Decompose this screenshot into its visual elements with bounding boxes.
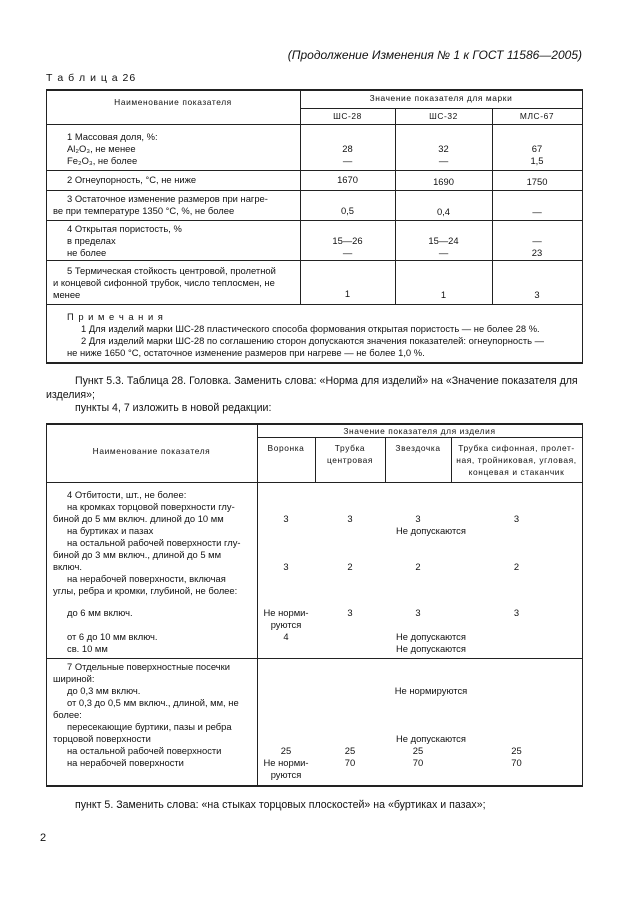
- t26-r1-w2: —: [438, 155, 449, 166]
- t26-r1-w3: 1,5: [530, 155, 544, 166]
- t28-r4-l12: св. 10 мм: [67, 643, 108, 654]
- paragraph-5-3-cont: изделия»;: [46, 389, 95, 401]
- t28-r7-l4: от 0,3 до 0,5 мм включ., длиной, мм, не: [67, 697, 239, 708]
- t28-r4-l1: 4 Отбитости, шт., не более:: [67, 489, 187, 500]
- t28-col-tube: Трубка: [334, 443, 366, 453]
- t28-r4-l7-v1: 3: [283, 561, 289, 572]
- t28-r7-l3-v: Не нормируются: [394, 685, 468, 696]
- table26-caption: Т а б л и ц а 26: [46, 72, 137, 84]
- t28-r4-l3: биной до 5 мм включ. длиной до 10 мм: [53, 513, 224, 524]
- t28-r4-l10-v3: 3: [415, 607, 421, 618]
- t28-r4-l7: включ.: [53, 561, 82, 572]
- t28-r4-l7-v2: 2: [347, 561, 353, 572]
- t26-col-name: Наименование показателя: [114, 97, 232, 107]
- t28-r7-l8-v1: 25: [280, 745, 292, 756]
- paragraph-item-5: пункт 5. Заменить слова: «на стыках торцовых плоскостей» на «буртиках и пазах»;: [75, 799, 486, 811]
- t26-r4-l3: не более: [67, 247, 107, 258]
- t28-r4-l7-v3: 2: [415, 561, 421, 572]
- t28-col-star: Звездочка: [395, 443, 441, 453]
- page-number: 2: [40, 832, 47, 844]
- t26-r5-v1: 1: [344, 288, 351, 299]
- t26-notes-title: П р и м е ч а н и я: [67, 311, 164, 322]
- t26-r1-w1: —: [342, 155, 353, 166]
- t28-r7-l9-v4: 70: [511, 757, 522, 768]
- t26-r4-w1: —: [342, 247, 353, 258]
- t28-r4-l11-v2: Не допускаются: [396, 631, 466, 642]
- t28-col-siphon-1: Трубка сифонная, пролет-: [458, 443, 575, 453]
- t26-r2-v3: 1750: [526, 176, 548, 187]
- t28-r7-l8-v2: 25: [344, 745, 356, 756]
- t28-r4-l8: на нерабочей поверхности, включая: [67, 573, 226, 584]
- t26-col-group: Значение показателя для марки: [369, 93, 513, 103]
- t26-r3-v3: —: [532, 206, 542, 217]
- t28-r7-l1: 7 Отдельные поверхностные посечки: [67, 661, 230, 672]
- t28-r4-l4-v: Не допускаются: [396, 525, 466, 536]
- t26-r2-v1: 1670: [337, 174, 358, 185]
- t26-r1-v2: 32: [438, 143, 449, 154]
- t28-r4-l5: на остальной рабочей поверхности глу-: [67, 537, 241, 548]
- t28-r4-l11-v1: 4: [283, 631, 289, 642]
- t28-col-funnel: Воронка: [267, 443, 305, 453]
- t28-r7-l8-v4: 25: [511, 745, 522, 756]
- t28-col-tube-2: центровая: [326, 455, 374, 465]
- t26-mark-2: ШС-32: [429, 111, 458, 121]
- t26-r2-title: 2 Огнеупорность, °С, не ниже: [67, 174, 197, 185]
- t26-r1-al2o3: Al₂O₃, не менее: [67, 143, 136, 154]
- t26-r3-v2: 0,4: [436, 206, 451, 217]
- t28-r4-l2: на кромках торцовой поверхности глу-: [67, 501, 235, 512]
- t26-r1-v3: 67: [531, 143, 543, 154]
- t28-r7-l7-v: Не допускаются: [396, 733, 466, 744]
- t26-r4-l2: в пределах: [67, 235, 116, 246]
- t28-r4-l3-v4: 3: [513, 513, 520, 524]
- t28-r4-l3-v3: 3: [415, 513, 421, 524]
- t26-r3-l2: ве при температуре 1350 °С, %, не более: [53, 205, 235, 216]
- t28-r4-l11: от 6 до 10 мм включ.: [67, 631, 158, 642]
- t28-r4-l10: до 6 мм включ.: [67, 607, 133, 618]
- t28-r4-l12-v: Не допускаются: [396, 643, 466, 654]
- page-header: (Продолжение Изменения № 1 к ГОСТ 11586—2005): [287, 48, 582, 62]
- t28-r4-l6: биной до 3 мм включ., длиной до 5 мм: [53, 549, 222, 560]
- t26-r1-v1: 28: [342, 143, 353, 154]
- t28-r7-l9-v2: 70: [344, 757, 356, 768]
- t28-r7-l9: на нерабочей поверхности: [67, 757, 184, 768]
- t26-r4-v3: —: [532, 235, 542, 246]
- t26-mark-1: ШС-28: [333, 111, 362, 121]
- t26-r4-w3: 23: [531, 247, 543, 258]
- t28-r7-l7: торцовой поверхности: [53, 733, 151, 744]
- t28-r7-l8-v3: 25: [412, 745, 424, 756]
- t28-r7-l6: пересекающие буртики, пазы и ребра: [67, 721, 232, 732]
- t28-r4-l10-v2: 3: [347, 607, 353, 618]
- t26-note-1: 1 Для изделий марки ШС-28 пластического способа формования открытая пористость — не более 28 %.: [81, 323, 540, 334]
- t28-col-siphon-2: ная, тройниковая, угловая,: [456, 455, 577, 465]
- t28-r4-l10-v1: Не норми-: [263, 607, 309, 618]
- t28-r4-l10-v1b: руются: [270, 619, 302, 630]
- t28-r7-l2: шириной:: [53, 673, 95, 684]
- t28-r7-l9-v1: Не норми-: [263, 757, 309, 768]
- t28-r7-l9-v1b: руются: [270, 769, 302, 780]
- t28-r4-l3-v2: 3: [347, 513, 353, 524]
- paragraph-items-4-7: пункты 4, 7 изложить в новой редакции:: [75, 402, 272, 414]
- t26-r3-v1: 0,5: [340, 205, 355, 216]
- t26-r4-l1: 4 Открытая пористость, %: [67, 223, 182, 234]
- t28-col-siphon-3: концевая и стаканчик: [468, 467, 565, 477]
- t26-r4-v2: 15—24: [428, 235, 459, 246]
- t26-r5-v2: 1: [440, 289, 447, 300]
- t26-r4-w2: —: [438, 247, 449, 258]
- t28-r7-l9-v3: 70: [412, 757, 424, 768]
- t26-r1-fe2o3: Fe₂O₃, не более: [67, 155, 138, 166]
- paragraph-5-3: Пункт 5.3. Таблица 28. Головка. Заменить слова: «Норма для изделий» на «Значение показателя для: [75, 375, 578, 387]
- t26-r5-l1: 5 Термическая стойкость центровой, пролетной: [67, 265, 276, 276]
- t26-r3-l1: 3 Остаточное изменение размеров при нагре-: [67, 193, 268, 204]
- t26-r4-v1: 15—26: [332, 235, 363, 246]
- t28-r7-l3: до 0,3 мм включ.: [67, 685, 141, 696]
- t28-col-group: Значение показателя для изделия: [343, 426, 496, 436]
- t28-r4-l9: углы, ребра и кромки, глубиной, не более:: [53, 585, 238, 596]
- t28-r7-l8: на остальной рабочей поверхности: [67, 745, 222, 756]
- t26-r1-title: 1 Массовая доля, %:: [67, 131, 158, 142]
- t28-r4-l3-v1: 3: [283, 513, 289, 524]
- t26-r5-l3: менее: [53, 289, 81, 300]
- t26-r5-v3: 3: [534, 289, 540, 300]
- t28-r4-l7-v4: 2: [513, 561, 520, 572]
- t28-col-name: Наименование показателя: [92, 446, 211, 456]
- t26-r2-v2: 1690: [433, 176, 454, 187]
- t26-r5-l2: и концевой сифонной трубок, число теплосмен, не: [53, 277, 275, 288]
- t26-mark-3: МЛС-67: [519, 111, 555, 121]
- t26-note-2a: 2 Для изделий марки ШС-28 по соглашению сторон допускаются значения показателей: огнеупорность —: [81, 335, 544, 346]
- t28-r7-l5: более:: [53, 709, 82, 720]
- t28-r4-l10-v4: 3: [513, 607, 520, 618]
- t26-note-2b: не ниже 1650 °С, остаточное изменение размеров при нагреве — не более 1,0 %.: [67, 347, 425, 358]
- t28-r4-l4: на буртиках и пазах: [67, 525, 154, 536]
